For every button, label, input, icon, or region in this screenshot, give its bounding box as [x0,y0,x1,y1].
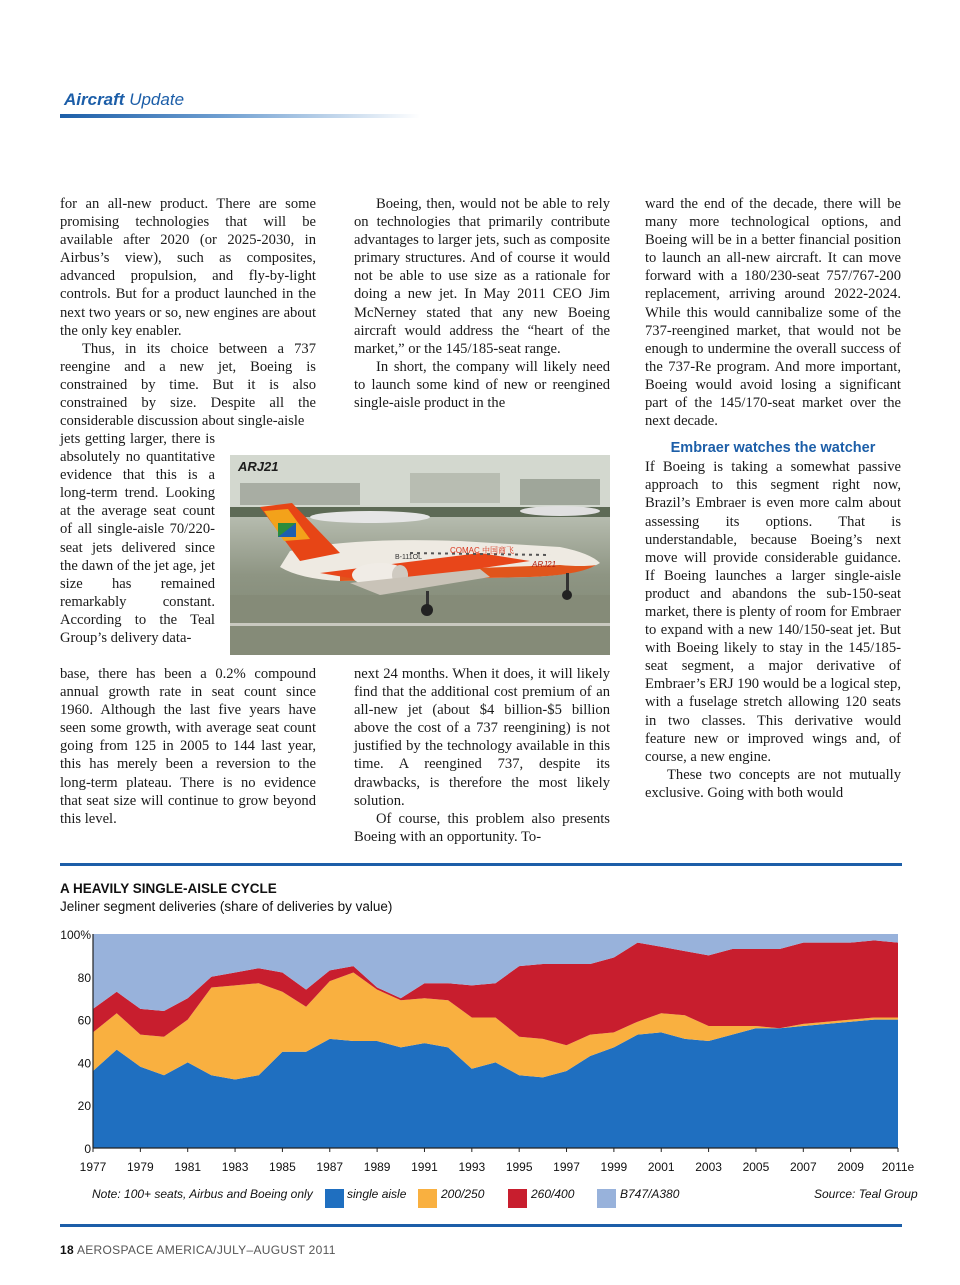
x-tick-label: 2005 [742,1160,770,1174]
registration-text: B-111OL [395,554,422,561]
x-tick-label: 1989 [363,1160,391,1174]
x-tick-label: 2009 [837,1160,864,1174]
area-series-0 [93,1020,898,1148]
paragraph: next 24 months. When it does, it will likely find that the additional cost premium of an all-new jet (about $4 billion-$5 billion above the cost of a 737 reengining) is not justified by the technology available in this time. A reengined 737, despite its drawbacks, is therefore the most likely solution. [354,666,610,809]
legend-label-b747-a380: B747/A380 [620,1187,680,1201]
column-2-top [354,195,610,412]
fuselage-model-text: ARJ21 [532,560,557,569]
y-tick-label: 100% [60,928,91,942]
x-tick-label: 1991 [411,1160,438,1174]
legend-label-200-250: 200/250 [441,1187,485,1201]
x-tick-label: 1987 [316,1160,344,1174]
subheading: Embraer watches the watcher [670,440,876,457]
y-tick-label: 20 [77,1099,91,1114]
paragraph: Boeing, then, would not be able to rely on technologies that primarily contribute advantages to larger jets, such as composite primary structures. And of course it would not be able to use size as a rationale for doing a new jet. In May 2011 CEO Jim McNerney stated that any new Boeing aircraft would address the “heart of the market,” or the 145/185-seat range. [354,196,610,357]
x-tick-label: 1997 [553,1160,580,1174]
paragraph: Of course, this problem also presents Boeing with an opportunity. To- [354,810,610,845]
paragraph: jets getting larger, there is absolutely no quantitative evidence that this is a long-term trend. Looking at the average seat count of all single-aisle 70/220-seat jets delivered since the dawn of the jet age, jet size has remained remarkably constant. According to the Teal Group’s delivery data- [60,431,215,647]
x-tick-label: 1977 [79,1160,107,1174]
column-3 [645,195,901,802]
chart-source: Source: Teal Group [814,1187,918,1201]
paragraph: These two concepts are not mutually exclusive. Going with both would [645,766,901,801]
chart-top-rule [60,863,902,866]
legend-swatch-200-250 [418,1189,437,1208]
legend-swatch-260-400 [508,1189,527,1208]
x-tick-label: 2011e [881,1160,915,1174]
column-1-bottom [60,665,316,828]
column-2-bottom [354,665,610,846]
x-tick-label: 1993 [458,1160,486,1174]
column-1-top [60,195,316,430]
y-tick-label: 80 [77,970,91,985]
area-series-1 [93,973,898,1080]
x-tick-label: 1981 [174,1160,202,1174]
x-tick-label: 1999 [600,1160,628,1174]
x-tick-label: 2001 [647,1160,675,1174]
x-tick-label: 1985 [269,1160,296,1174]
chart-title: A HEAVILY SINGLE-AISLE CYCLE [60,881,277,896]
legend-swatch-b747-a380 [597,1189,616,1208]
fuselage-livery-text: COMAC 中国商飞 [450,546,514,555]
header-rule [60,114,420,118]
y-tick-label: 0 [84,1142,91,1156]
chart-note: Note: 100+ seats, Airbus and Boeing only [92,1187,313,1201]
legend-swatch-single-aisle [325,1189,344,1208]
page-number: 18 [60,1243,74,1257]
paragraph: Thus, in its choice between a 737 reengine and a new jet, Boeing is constrained by time. But it is also constrained by size. Despite all the considerable discussion about single-aisle [60,340,316,430]
x-tick-label: 1983 [221,1160,249,1174]
x-tick-label: 1979 [127,1160,154,1174]
aircraft-photo [230,455,610,655]
paragraph: In short, the company will likely need to launch some kind of new or reengined single-aisle product in the [354,358,610,412]
paragraph: If Boeing is taking a somewhat passive approach to this segment right now, Brazil’s Embraer is even more calm about assessing its options. That is understandable, because Boeing’s next move will provide considerable guidance. If Boeing launches a larger single-aisle product and abandons the sub-150-seat market, there is plenty of room for Embraer to expand with a new 140/150-seat jet. But with Boeing likely to stay in the 145/185-seat segment, a major derivative of Embraer’s ERJ 190 would be a logical step, with a fuselage stretch allowing 120 seats in two classes. This derivative would feature new or improved wings and, of course, a new engine. [645,459,901,765]
page-footer [60,1243,336,1257]
footer-text: AEROSPACE AMERICA/JULY–AUGUST 2011 [76,1243,336,1257]
bottom-rule [60,1224,902,1227]
paragraph: base, there has been a 0.2% compound annual growth rate in seat count since 1960. Although the last five years have seen some growth, with average seat count going from 125 in 2005 to 144 last year, this has merely been a reversion to the long-term plateau. There is no evidence that seat size will continue to grow beyond this level. [60,666,316,827]
x-tick-label: 1995 [505,1160,533,1174]
photo-label: ARJ21 [238,459,279,474]
paragraph: ward the end of the decade, there will be many more technological options, and Boeing will be in a better financial position to launch an all-new aircraft. It can move forward with a 180/230-seat 757/767-200 replacement, arriving around 2022-2024. While this would cannibalize some of the 737-reengined market, that would not be enough to undermine the overall success of the 737-Re program. And more important, Boeing would avoid losing a significant part of the 145/170-seat market over the next decade. [645,196,901,430]
column-1-wrap [60,430,215,647]
section-header [60,88,440,118]
legend-label-single-aisle: single aisle [347,1187,407,1201]
area-series-3 [93,934,898,1011]
section-title: Aircraft Update [64,90,185,109]
chart-subtitle: Jeliner segment deliveries (share of deliveries by value) [60,899,393,914]
x-tick-label: 2007 [789,1160,817,1174]
paragraph: for an all-new product. There are some promising technologies that will be available after 2020 (or 2025-2030, in Airbus’s view), such as composites, advanced propulsion, and fly-by-light controls. But for a product launched in the next two years or so, new engines are about the only key enabler. [60,196,316,339]
area-series-2 [93,940,898,1045]
y-tick-label: 60 [77,1013,91,1028]
airplane-illustration [230,455,610,655]
legend-label-260-400: 260/400 [531,1187,575,1201]
y-tick-label: 40 [77,1056,91,1071]
x-tick-label: 2003 [695,1160,722,1174]
